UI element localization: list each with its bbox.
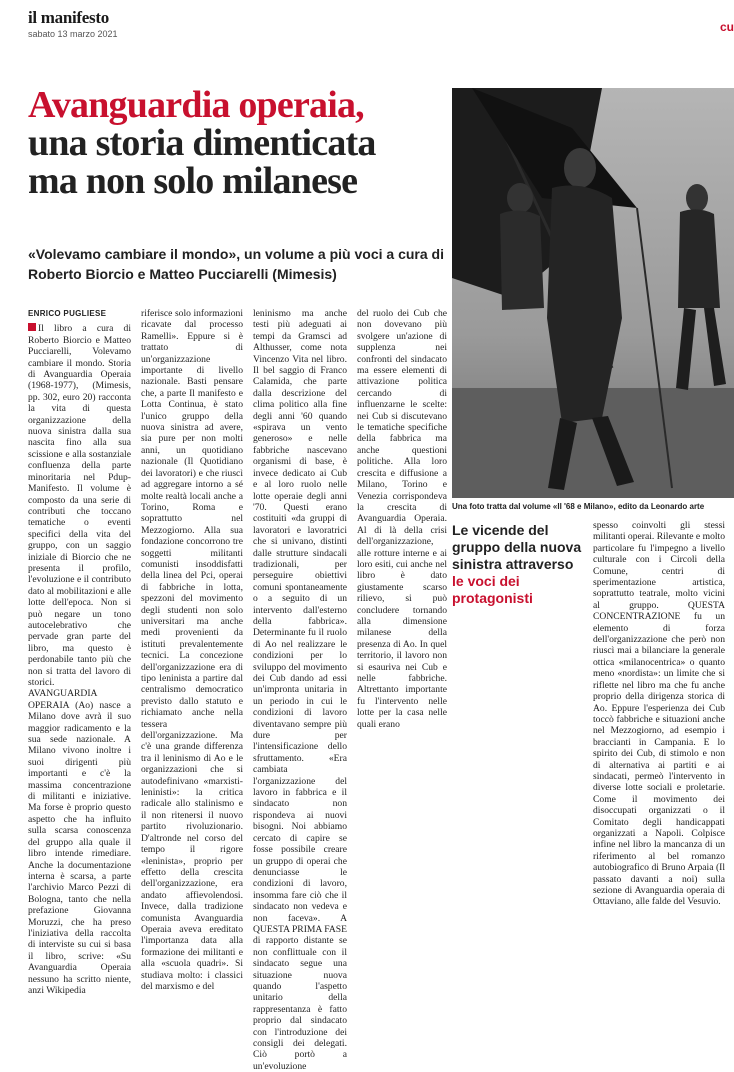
photo-caption: Una foto tratta dal volume «Il '68 e Milano», edito da Leonardo arte — [452, 502, 705, 511]
article-paragraph: del ruolo dei Cub che non dovevano più svolgere un'azione di supplenza nei confronti del sindacato ma essere elementi di attivazione politica cercando di influenzarne le scelte: nei Cub si discutevano le tematiche specifiche della fabbrica ma anche questioni politiche. Alla loro crescita e diffusione a Milano, Torino e Venezia corrispondeva la crescita di Avanguardia Operaia. Al di là della crisi dell'organizzazione, alle rotture interne e ai loro esiti, cui anche nel libro è dato giustamente scarso rilievo, si può concludere tornando alla dimensione milanese della presenza di Ao. In quel territorio, il lavoro non si esauriva nei Cub e nelle fabbriche. Altrettanto importante fu l'intervento nelle lotte per la casa nelle quali erano — [357, 308, 447, 730]
issue-date: sabato 13 marzo 2021 — [28, 29, 118, 39]
paragraph-mark-icon — [28, 323, 36, 331]
pull-quote — [452, 522, 582, 607]
article-paragraph: leninismo ma anche testi più adeguati ai tempi da Gramsci ad Althusser, come nota Vincenzo Vita nel libro. Il bel saggio di Franco Calamida, che parte dalla descrizione del clima politico alla fine degli anni '60 quando «spirava un vento generoso» e nelle fabbriche nascevano organismi di base, è invece dedicato ai Cub e al loro ruolo nelle lotte operaie degli anni '70. Questi erano costituiti «da gruppi di lavoratori e lavoratrici che si univano, distinti dalle strutture sindacali tradizionali, per perseguire obiettivi comuni spontaneamente o a seguito di un intervento dall'esterno della fabbrica». Determinante fu il ruolo di Ao nel realizzare le condizioni per lo sviluppo del movimento dei Cub dando ad essi un'impronta unitaria in un periodo in cui le condizioni di lavoro diventavano sempre più dure per l'intensificazione dello sfruttamento. «Era cambiata l'organizzazione del lavoro in fabbrica e il sindacato non rispondeva ai nuovi bisogni. Noi abbiamo cercato di capire se fosse possibile creare un gruppo di operai che denunciasse le condizioni di lavoro, insomma fare ciò che il sindacato non vedeva e non faceva». A QUESTA PRIMA FASE di rapporto distante se non conflittuale con il sindacato segue una situazione nuova quando l'aspetto unitario della rappresentanza è fatto proprio dal sindacato con l'introduzione dei consigli dei delegati. Ciò portò a un'evoluzione — [253, 308, 347, 1072]
article-column-5 — [452, 610, 584, 792]
newspaper-brand: il manifesto — [28, 8, 109, 27]
protest-photo-illustration — [452, 88, 734, 498]
article-paragraph: spesso coinvolti gli stessi militanti operai. Rilevante e molto particolare fu l'impegno a livello culturale con i Circoli della Comune, centri di sperimentazione artistica, soprattutto teatrale, molto vicini al gruppo. QUESTA CONCENTRAZIONE fu un elemento di forza dell'organizzazione che però non riuscì mai a bilanciare la generale ottica «milanocentrica» o quanto meno «nordista»: un limite che si riflette nel libro ma che fu anche proprio della dirigenza storica di Ao. Eppure l'esperienza dei Cub toccò fabbriche e situazioni anche nel Mezzogiorno, ad esempio i braccianti in Campania. E lo spirito dei Cub, di stimolo e non di alternativa ai partiti e ai sindacati, permeò l'intervento in diverse lotte sociali e proletarie. Come il movimento dei disoccupati organizzati o il Comitato degli handicappati organizzati a Napoli. Colpisce infine nel libro la mancanza di un riferimento al bel romanzo autobiografico di Bruno Arpaia (Il passato davanti a noi) sulla sezione di Avanguardia operaia di Ottaviano, alle falde del Vesuvio. — [593, 520, 725, 908]
headline-line-1: Avanguardia operaia, — [28, 84, 364, 126]
pull-quote-highlight: le voci dei protagonisti — [452, 573, 533, 606]
article-subhead: «Volevamo cambiare il mondo», un volume a più voci a cura di Roberto Biorcio e Matteo Pucciarelli (Mimesis) — [28, 246, 444, 282]
article-column-3 — [253, 308, 347, 1072]
article-photo — [452, 88, 734, 498]
article-paragraph: riferisce solo informazioni ricavate dal processo Ramelli». Eppure si è trattato di un'organizzazione importante di livello nazionale. Basti pensare che, a parte Il manifesto e Lotta Continua, è stato l'unico gruppo della nuova sinistra ad avere, sia pure per non molti anni, un quotidiano nazionale (Il Quotidiano dei lavoratori) e che riuscì ad aggregare intorno a sé molte realtà locali anche a Torino, Roma e soprattutto nel Mezzogiorno. Alla sua fondazione concorrono tre soggetti militanti comunisti insoddisfatti della linea del Pci, operai di fabbriche in lotta, spezzoni del movimento degli studenti non solo universitari ma anche medi provenienti da istituti prevalentemente tecnici. La concezione dell'organizzazione era di tipo leninista a partire dal centralismo democratico previsto dallo statuto e richiamato anche nella tessera dell'organizzazione. Ma c'è una grande differenza tra il leninismo di Ao e le organizzazioni che si autodefinivano «marxisti-leninisti»: la critica radicale allo stalinismo e il non ritenersi il nuovo partito rivoluzionario. D'altronde nel corso del tempo il rigore «leninista», proprio per effetto della crescita dell'organizzazione, era andato affievolendosi. Invece, dalla tradizione comunista Avanguardia Operaia aveva ereditato l'importanza data alla formazione dei militanti e alla «scuola quadri». Si studiava molto: i classici del marxismo e del — [141, 308, 243, 992]
article-column-2 — [141, 308, 243, 992]
paragraph-text: Il libro a cura di Roberto Biorcio e Matteo Pucciarelli, Volevamo cambiare il mondo. Storia di Avanguardia Operaia (1968-1977), (Mimesis, pp. 302, euro 20) racconta la vita di questa organizzazione della nuova sinistra dalla sua nascita fino alla sua scissione e alla sostanziale confluenza della parte minoritaria nel Pdup-Manifesto. Il volume è composto da una serie di contributi che toccano tematiche o eventi specifici della vita del gruppo, con un saggio iniziale di Biorcio che ne presenta il profilo, l'evoluzione e il contributo dato al mobilitazioni e alle lotte dell'epoca. Non si può negare un tono autocelebrativo che pervade gran parte del libro, ma questo è perdonabile tanto più che non si tratta del lavoro di storici. — [28, 323, 131, 688]
section-tag: cu — [719, 20, 734, 34]
pull-quote-text: Le vicende del gruppo della nuova sinistra attraverso — [452, 522, 582, 572]
article-headline — [28, 86, 428, 200]
article-column-6 — [593, 520, 725, 908]
masthead — [28, 8, 118, 39]
article-paragraph — [28, 323, 131, 688]
headline-line-3: ma non solo milanese — [28, 160, 358, 202]
headline-line-2: una storia dimenticata — [28, 122, 376, 164]
article-column-4 — [357, 308, 447, 792]
article-column-1 — [28, 308, 131, 996]
article-byline: ENRICO PUGLIESE — [28, 309, 107, 318]
article-paragraph: AVANGUARDIA OPERAIA (Ao) nasce a Milano dove avrà il suo maggior radicamento e la sua sede nazionale. A Milano vivono inoltre i suoi dirigenti più importanti e c'è la massima concentrazione di militanti e iniziative. Ma forse è proprio questo aspetto che ha influito sulla scarsa conoscenza del gruppo alla quale il libro intende rimediare. Anche la documentazione interna è scarsa, a parte l'archivio Marco Pezzi di Bologna, tanto che nella prefazione Giovanna Moruzzi, che ha preso l'iniziativa della raccolta di interviste su cui si basa il libro, scrive: «Su Avanguardia Operaia nessuno ha scritto niente, anzi Wikipedia — [28, 688, 131, 996]
